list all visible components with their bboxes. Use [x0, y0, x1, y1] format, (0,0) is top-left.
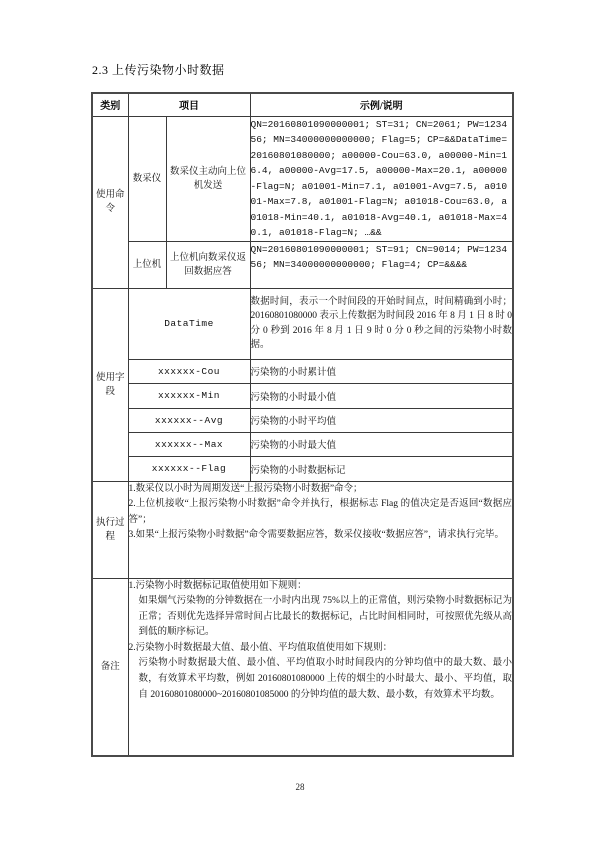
- field-min: xxxxxx-Min: [128, 383, 250, 408]
- header-category: 类别: [92, 93, 128, 116]
- table-row: [92, 383, 513, 408]
- execution-step: 1.数采仪以小时为周期发送“上报污染物小时数据”命令；: [128, 483, 363, 494]
- execution-content: [128, 481, 513, 578]
- example-upload-command: QN=20160801090000001; ST=31; CN=2061; PW=123456; MN=34000000000000; Flag=5; CP=&&DataTime=20160801080000; a00000-Cou=63.0, a00000-Min=16.4, a00000-Avg=17.5, a00000-Max=20.1, a00000-Flag=N; a01001-Min=7.1, a01001-Avg=7.5, a01001-Max=7.8, a01001-Flag=N; a01018-Cou=63.0, a01018-Min=40.1, a01018-Avg=40.1, a01018-Max=40.1, a01018-Flag=N; …&&: [250, 116, 513, 241]
- page-number: 28: [295, 782, 305, 792]
- header-example: 示例/说明: [250, 93, 513, 116]
- table-row: [92, 288, 513, 359]
- category-usage-fields: 使用字段: [92, 288, 128, 481]
- remark-line: 1.污染物小时数据标记取值使用如下规则：: [128, 580, 307, 591]
- header-item: 项目: [128, 93, 250, 116]
- desc-min: 污染物的小时最小值: [250, 383, 513, 408]
- hourly-data-table: [91, 92, 514, 757]
- item-host-reply: 上位机向数采仪返回数据应答: [166, 241, 250, 288]
- remark-line: 如果烟气污染物的分钟数据在一小时内出现 75%以上的正常值，则污染物小时数据标记为正常；否则优先选择异常时间占比最长的数据标记，占比时间相同时，可按照优先级从高到低的顺序标记。: [138, 596, 512, 638]
- table-row: [92, 456, 513, 481]
- field-cou: xxxxxx-Cou: [128, 359, 250, 383]
- field-avg: xxxxxx--Avg: [128, 408, 250, 432]
- execution-step: 2.上位机接收“上报污染物小时数据”命令并执行，根据标志 Flag 的值决定是否返回“数据应答”；: [128, 499, 512, 525]
- field-flag: xxxxxx--Flag: [128, 456, 250, 481]
- category-usage-command: 使用命令: [92, 116, 128, 288]
- device-datalogger: 数采仪: [128, 116, 166, 241]
- field-max: xxxxxx--Max: [128, 432, 250, 456]
- remarks-content: [128, 578, 513, 756]
- desc-datatime: 数据时间，表示一个时间段的开始时间点，时间精确到小时；20160801080000 表示上传数据为时间段 2016 年 8 月 1 日 8 时 0 分 0 秒到 2016 年 8 月 1 日 9 时 0 分 0 秒之间的污染物小时数据。: [250, 288, 513, 359]
- item-datalogger-send: 数采仪主动向上位机发送: [166, 116, 250, 241]
- remark-line: 污染物小时数据最大值、最小值、平均值取小时时间段内的分钟均值中的最大数、最小数，有效算术平均数，例如 20160801080000 上传的烟尘的小时最大、最小、平均值，取自 20160801080000~20160801085000 的分钟均值的最大数、最小数，有效算术平均数。: [138, 658, 512, 700]
- table-row: [92, 481, 513, 578]
- category-remarks: 备注: [92, 578, 128, 756]
- remark-line: 2.污染物小时数据最大值、最小值、平均值取值使用如下规则：: [128, 642, 393, 653]
- table-row: [92, 432, 513, 456]
- section-title: 2.3 上传污染物小时数据: [92, 63, 225, 77]
- table-row: [92, 116, 513, 241]
- desc-max: 污染物的小时最大值: [250, 432, 513, 456]
- table-header-row: [92, 93, 513, 116]
- example-reply-command: QN=20160801090000001; ST=91; CN=9014; PW=123456; MN=34000000000000; Flag=4; CP=&&&&: [250, 241, 513, 288]
- execution-step: 3.如果“上报污染物小时数据”命令需要数据应答，数采仪接收“数据应答”，请求执行完毕。: [128, 530, 504, 541]
- table-row: [92, 241, 513, 288]
- table-row: [92, 359, 513, 383]
- field-datatime: DataTime: [128, 288, 250, 359]
- desc-cou: 污染物的小时累计值: [250, 359, 513, 383]
- device-host: 上位机: [128, 241, 166, 288]
- table-row: [92, 578, 513, 756]
- desc-flag: 污染物的小时数据标记: [250, 456, 513, 481]
- desc-avg: 污染物的小时平均值: [250, 408, 513, 432]
- table-row: [92, 408, 513, 432]
- category-execution: 执行过程: [92, 481, 128, 578]
